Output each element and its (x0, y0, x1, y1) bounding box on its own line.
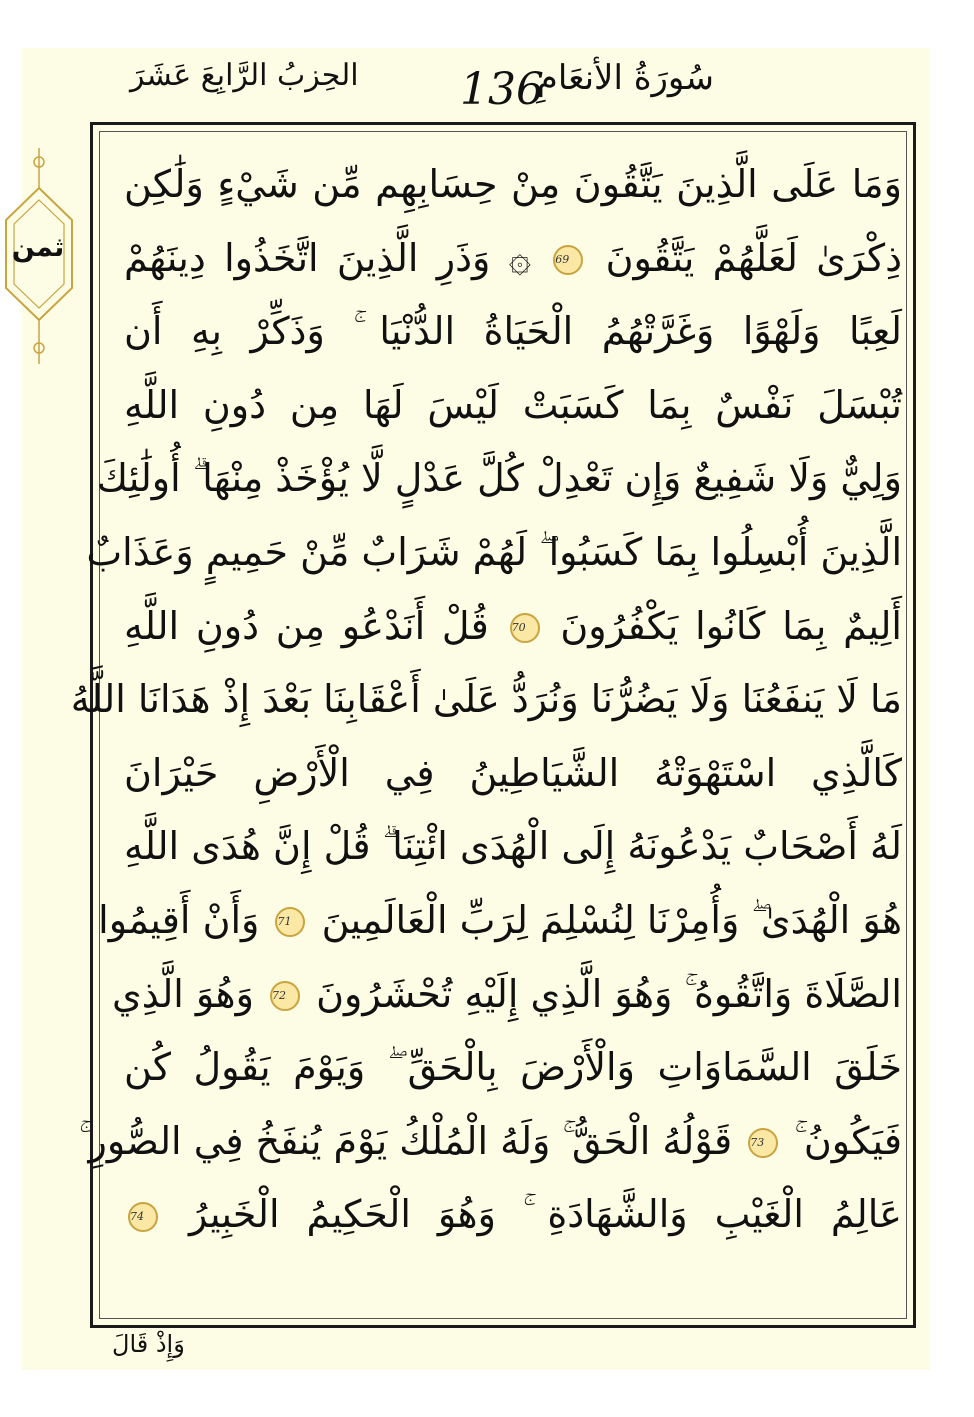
text-line-14: فَيَكُونُ ۚ 73 قَوْلُهُ الْحَقُّ ۚ وَلَهُ الْمُلْكُ يَوْمَ يُنفَخُ فِي الصُّورِ ۚ (79, 1118, 902, 1163)
ayah-number-marker: 71 (275, 907, 305, 937)
text-line-8: مَا لَا يَنفَعُنَا وَلَا يَضُرُّنَا وَنُرَدُّ عَلَىٰ أَعْقَابِنَا بَعْدَ إِذْ هَدَانَا اللَّهُ (70, 677, 902, 722)
thumn-marker: ثمن (11, 232, 65, 263)
text-line-15: عَالِمُ الْغَيْبِ وَالشَّهَادَةِ ۚ وَهُوَ الْحَكِيمُ الْخَبِيرُ 74 (130, 1192, 902, 1237)
surah-title: سُورَةُ الأنعَامِ (536, 58, 714, 98)
ayah-number-marker: 70 (510, 613, 540, 643)
text-line-12: الصَّلَاةَ وَاتَّقُوهُ ۚ وَهُوَ الَّذِي إِلَيْهِ تُحْشَرُونَ 72 وَهُوَ الَّذِي (112, 971, 902, 1016)
text-line-3: لَعِبًا وَلَهْوًا وَغَرَّتْهُمُ الْحَيَاةُ الدُّنْيَا ۚ وَذَكِّرْ بِهِ أَن (124, 309, 902, 354)
ayah-number-marker: 72 (270, 981, 300, 1011)
text-line-13: خَلَقَ السَّمَاوَاتِ وَالْأَرْضَ بِالْحَقِّ ۖ وَيَوْمَ يَقُولُ كُن (124, 1045, 902, 1090)
text-line-5: وَلِيٌّ وَلَا شَفِيعٌ وَإِن تَعْدِلْ كُلَّ عَدْلٍ لَّا يُؤْخَذْ مِنْهَا ۗ أُولَٰئِكَ (96, 456, 902, 501)
text-line-1: وَمَا عَلَى الَّذِينَ يَتَّقُونَ مِنْ حِسَابِهِم مِّن شَيْءٍ وَلَٰكِن (124, 162, 902, 206)
text-line-11: هُوَ الْهُدَىٰ ۖ وَأُمِرْنَا لِنُسْلِمَ لِرَبِّ الْعَالَمِينَ 71 وَأَنْ أَقِيمُوا (98, 897, 902, 942)
text-line-2: ذِكْرَىٰ لَعَلَّهُمْ يَتَّقُونَ 69 ۞ وَذَرِ الَّذِينَ اتَّخَذُوا دِينَهُمْ (124, 235, 902, 280)
page-number: 136 (460, 64, 544, 115)
text-line-7: أَلِيمٌ بِمَا كَانُوا يَكْفُرُونَ 70 قُلْ أَنَدْعُو مِن دُونِ اللَّهِ (124, 603, 902, 648)
text-line-4: تُبْسَلَ نَفْسٌ بِمَا كَسَبَتْ لَيْسَ لَهَا مِن دُونِ اللَّهِ (124, 382, 902, 427)
ayah-number-marker: 73 (748, 1128, 778, 1158)
ayah-number-marker: 74 (128, 1202, 158, 1232)
footer-catchword: وَإِذْ قَالَ (112, 1330, 185, 1358)
text-line-6: الَّذِينَ أُبْسِلُوا بِمَا كَسَبُوا ۖ لَهُمْ شَرَابٌ مِّنْ حَمِيمٍ وَعَذَابٌ (86, 529, 902, 574)
text-line-9: كَالَّذِي اسْتَهْوَتْهُ الشَّيَاطِينُ فِي الْأَرْضِ حَيْرَانَ (124, 750, 902, 795)
ayah-number-marker: 69 (553, 245, 583, 275)
quran-text (70, 148, 902, 1252)
hizb-title: الحِزبُ الرَّابِعَ عَشَرَ (130, 58, 359, 93)
text-line-10: لَهُ أَصْحَابٌ يَدْعُونَهُ إِلَى الْهُدَى ائْتِنَا ۗ قُلْ إِنَّ هُدَى اللَّهِ (124, 824, 902, 869)
